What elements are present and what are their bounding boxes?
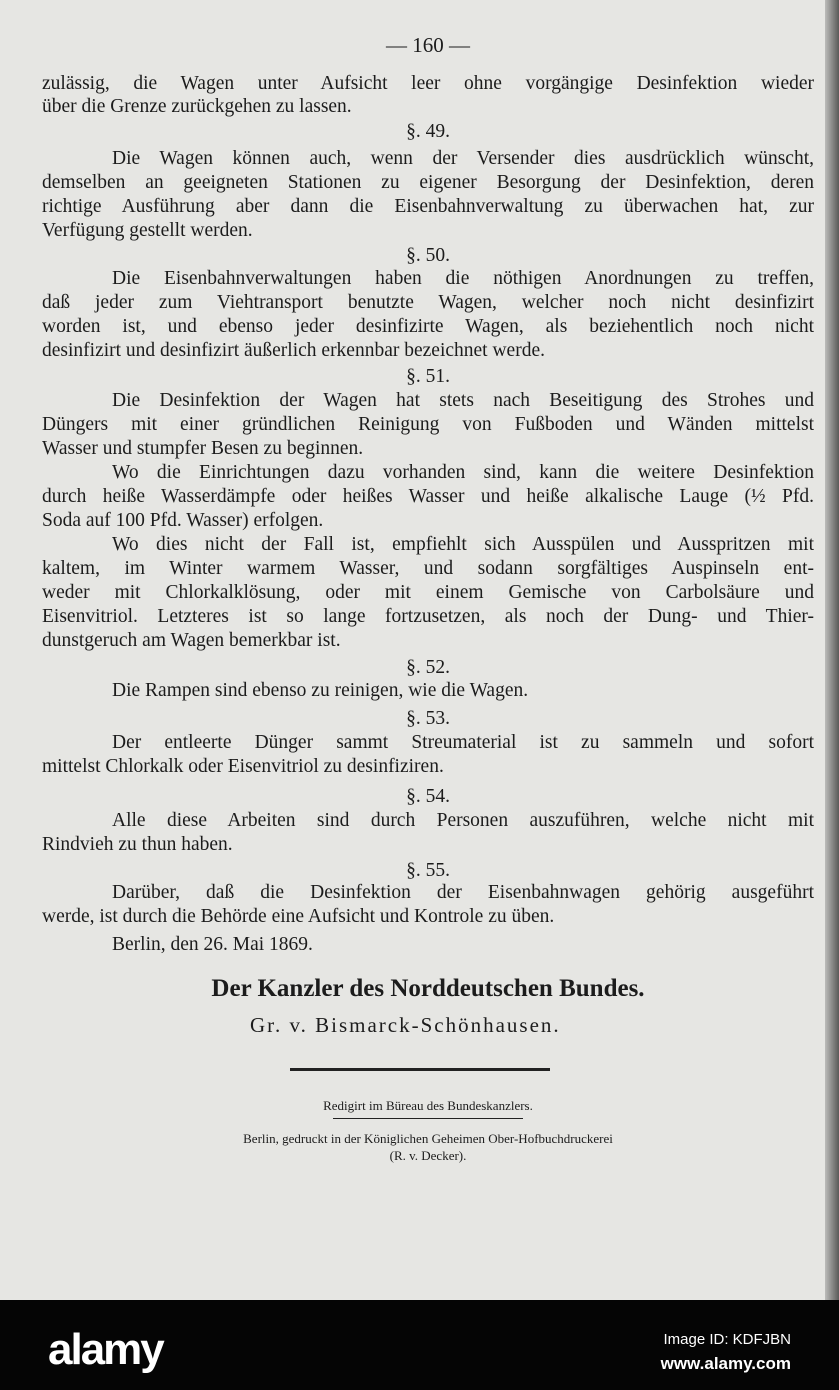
text-line: Wasser und stumpfer Besen zu beginnen. — [42, 438, 364, 459]
text-line: worden ist, und ebenso jeder desinfizirte Wagen, als beziehentlich noch nicht — [42, 316, 814, 337]
page-number: — 160 — — [386, 33, 470, 57]
text-line: kaltem, im Winter warmem Wasser, und sodann sorgfältiges Auspinseln ent- — [42, 558, 814, 579]
watermark-url: www.alamy.com — [660, 1354, 791, 1373]
divider — [290, 1068, 550, 1071]
section-heading: §. 52. — [406, 657, 450, 678]
text-line: Rindvieh zu thun haben. — [42, 834, 233, 855]
text-line: Die Wagen können auch, wenn der Versender dies ausdrücklich wünscht, — [112, 148, 814, 169]
section-heading: §. 54. — [406, 786, 450, 807]
text-line: Der entleerte Dünger sammt Streumaterial ist zu sammeln und sofort — [112, 732, 814, 753]
divider — [333, 1118, 523, 1119]
text-line: Die Rampen sind ebenso zu reinigen, wie die Wagen. — [112, 680, 529, 701]
text-line: Die Eisenbahnverwaltungen haben die nöthigen Anordnungen zu treffen, — [112, 268, 814, 289]
text-line: werde, ist durch die Behörde eine Aufsicht und Kontrole zu üben. — [42, 906, 555, 927]
section-heading: §. 50. — [406, 245, 450, 266]
text-line: demselben an geeigneten Stationen zu eigener Besorgung der Desinfektion, deren — [42, 172, 814, 193]
text-line: Soda auf 100 Pfd. Wasser) erfolgen. — [42, 510, 324, 531]
alamy-logo: alamy — [48, 1325, 163, 1374]
image-id: Image ID: KDFJBN — [663, 1331, 791, 1348]
page-binding-edge — [825, 0, 839, 1300]
section-heading: §. 49. — [406, 121, 450, 142]
redaction-note: Redigirt im Büreau des Bundeskanzlers. — [323, 1098, 533, 1113]
image-info — [661, 1328, 791, 1376]
text-line: Düngers mit einer gründlichen Reinigung von Fußboden und Wänden mittelst — [42, 414, 814, 435]
watermark-banner — [0, 1300, 839, 1390]
text-line: mittelst Chlorkalk oder Eisenvitriol zu desinfiziren. — [42, 756, 444, 777]
text-line: Die Desinfektion der Wagen hat stets nach Beseitigung des Strohes und — [112, 390, 814, 411]
text-line: Eisenvitriol. Letzteres ist so lange fortzusetzen, als noch der Dung- und Thier- — [42, 606, 814, 627]
text-line: Wo die Einrichtungen dazu vorhanden sind, kann die weitere Desinfektion — [112, 462, 814, 483]
text-line: weder mit Chlorkalklösung, oder mit einem Gemische von Carbolsäure und — [42, 582, 814, 603]
text-line: durch heiße Wasserdämpfe oder heißes Wasser und heiße alkalische Lauge (½ Pfd. — [42, 486, 814, 507]
text-line: Darüber, daß die Desinfektion der Eisenbahnwagen gehörig ausgeführt — [112, 882, 814, 903]
printer-name: (R. v. Decker). — [389, 1148, 467, 1163]
section-heading: §. 55. — [406, 860, 450, 881]
text-line: Verfügung gestellt werden. — [42, 220, 253, 241]
printer-note: Berlin, gedruckt in der Königlichen Geheimen Ober-Hofbuchdruckerei — [243, 1131, 613, 1146]
text-line: dunstgeruch am Wagen bemerkbar ist. — [42, 630, 341, 651]
date-line: Berlin, den 26. Mai 1869. — [112, 934, 313, 955]
text-line: Wo dies nicht der Fall ist, empfiehlt sich Ausspülen und Ausspritzen mit — [112, 534, 814, 555]
section-heading: §. 51. — [406, 366, 450, 387]
signature-name: Gr. v. Bismarck-Schönhausen. — [250, 1013, 561, 1037]
text-line: richtige Ausführung aber dann die Eisenbahnverwaltung zu überwachen hat, zur — [42, 196, 814, 217]
text-line: daß jeder zum Viehtransport benutzte Wagen, welcher noch nicht desinfizirt — [42, 292, 814, 313]
text-line: desinfizirt und desinfizirt äußerlich erkennbar bezeichnet werde. — [42, 340, 545, 361]
text-line: Alle diese Arbeiten sind durch Personen auszuführen, welche nicht mit — [112, 810, 814, 831]
text-line: über die Grenze zurückgehen zu lassen. — [42, 96, 352, 117]
section-heading: §. 53. — [406, 708, 450, 729]
signature-title: Der Kanzler des Norddeutschen Bundes. — [211, 975, 645, 1002]
text-line: zulässig, die Wagen unter Aufsicht leer ohne vorgängige Desinfektion wieder — [42, 73, 814, 94]
